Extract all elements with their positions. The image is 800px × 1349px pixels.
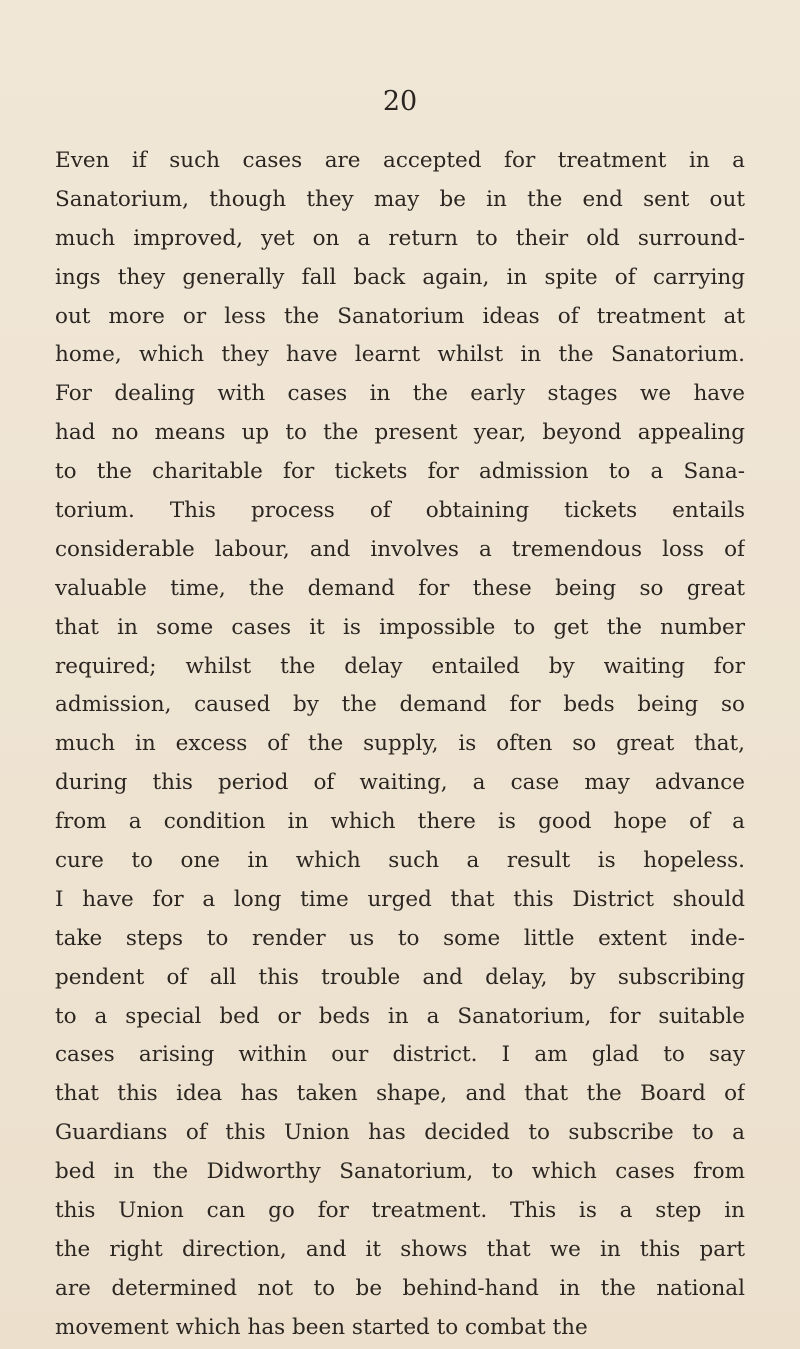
text-line: admission, caused by the demand for beds being so (55, 692, 745, 718)
page-number: 20 (382, 86, 418, 117)
text-line: torium. This process of obtaining tickets entails (55, 498, 745, 524)
text-line: from a condition in which there is good hope of a (55, 809, 745, 835)
text-line: For dealing with cases in the early stages we have (55, 381, 745, 407)
text-line: to a special bed or beds in a Sanatorium, for suitable (55, 1003, 745, 1029)
text-line: the right direction, and it shows that we in this part (55, 1236, 745, 1262)
text-line: pendent of all this trouble and delay, by subscribing (55, 964, 745, 990)
text-line: movement which has been started to combat the (55, 1314, 588, 1340)
text-line: home, which they have learnt whilst in the Sanatorium. (55, 342, 745, 368)
text-line: required; whilst the delay entailed by waiting for (55, 653, 745, 679)
text-line: Guardians of this Union has decided to subscribe to a (55, 1120, 745, 1146)
text-line: Even if such cases are accepted for treatment in a (55, 148, 745, 173)
text-line: that in some cases it is impossible to get the number (55, 614, 745, 640)
text-line: during this period of waiting, a case may advance (55, 770, 745, 796)
text-line: cure to one in which such a result is hopeless. (55, 848, 745, 874)
text-line: cases arising within our district. I am glad to say (55, 1042, 745, 1068)
body-paragraph (55, 142, 745, 1348)
text-line: this Union can go for treatment. This is a step in (55, 1198, 745, 1224)
text-line: considerable labour, and involves a tremendous loss of (55, 536, 745, 562)
text-line: take steps to render us to some little extent inde- (55, 925, 745, 951)
text-line: out more or less the Sanatorium ideas of treatment at (55, 303, 745, 329)
text-line: had no means up to the present year, beyond appealing (55, 420, 745, 446)
text-line: to the charitable for tickets for admission to a Sana- (55, 459, 745, 485)
text-line: valuable time, the demand for these being so great (55, 575, 745, 601)
text-line: bed in the Didworthy Sanatorium, to which cases from (55, 1159, 745, 1185)
text-line: much improved, yet on a return to their old surround- (55, 225, 745, 251)
text-line: that this idea has taken shape, and that the Board of (55, 1081, 745, 1107)
text-line: are determined not to be behind-hand in the national (55, 1275, 745, 1301)
text-line: much in excess of the supply, is often so great that, (55, 731, 745, 757)
text-line: Sanatorium, though they may be in the end sent out (55, 186, 745, 212)
text-line: I have for a long time urged that this District should (55, 886, 745, 912)
text-line: ings they generally fall back again, in spite of carrying (55, 264, 745, 290)
